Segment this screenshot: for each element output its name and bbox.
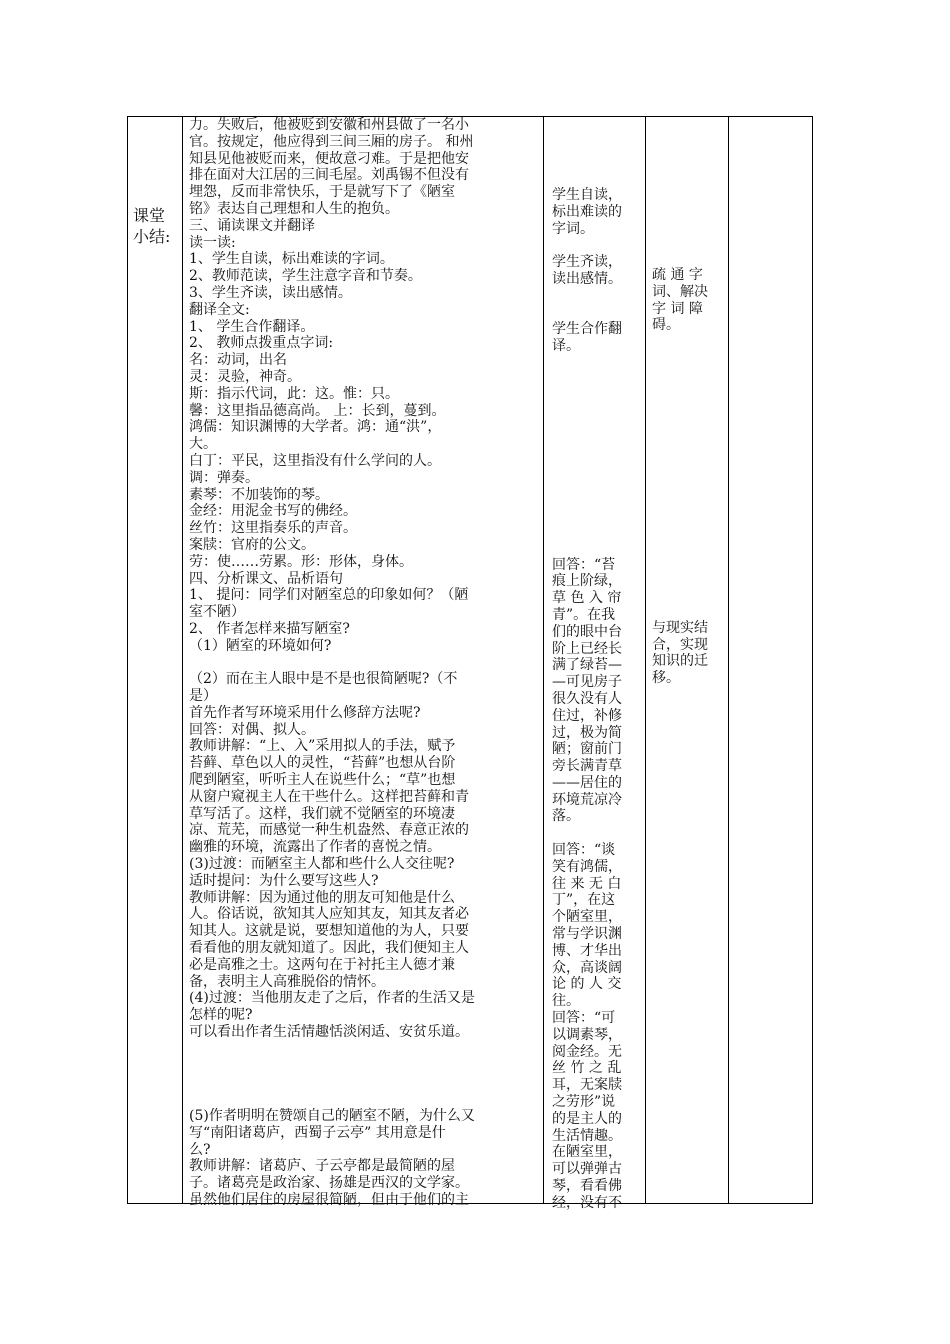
- student-activity-line: [552, 456, 638, 473]
- content-line: 从窗户窥视主人在干些什么。这样把苔藓和青: [189, 788, 469, 805]
- content-line: 教师讲解：“上、入”采用拟人的手法，赋予: [189, 738, 456, 755]
- content-line: 力。失败后，他被贬到安徽和州县做了一名小: [189, 117, 469, 133]
- content-line: 么?: [189, 1141, 211, 1158]
- content-line: 必是高雅之士。这两句在于衬托主人德才兼: [189, 956, 455, 973]
- student-activity-line: [552, 288, 638, 305]
- student-activity-line: 陋；窗前门: [552, 741, 622, 758]
- student-activity-line: [552, 489, 638, 506]
- content-line: 名：动词，出名: [189, 352, 287, 369]
- design-intent-line: 知识的迁: [652, 653, 708, 670]
- student-activity-line: [552, 825, 638, 842]
- student-activity-line: 丝 竹 之 乱: [552, 1060, 622, 1077]
- student-activity-line: 旁长满青草: [552, 758, 622, 775]
- content-line: 读一读:: [189, 234, 236, 251]
- student-activity-line: 们的眼中台: [552, 623, 622, 640]
- content-line: 可以看出作者生活情趣恬淡闲适、安贫乐道。: [189, 1024, 469, 1041]
- student-activity-line: [552, 439, 638, 456]
- content-line: 白丁：平民，这里指没有什么学问的人。: [189, 452, 441, 469]
- content-line: 三、诵读课文并翻译: [189, 217, 315, 234]
- student-activity-line: 青”。在我: [552, 606, 616, 623]
- content-line: 虽然他们居住的房屋很简陋，但由于他们的主: [189, 1192, 469, 1208]
- student-activity-line: [552, 237, 638, 254]
- student-activity-line: 阅金经。无: [552, 1043, 622, 1060]
- student-activity-line: [552, 355, 638, 372]
- design-intent-line: [652, 519, 728, 536]
- content-line: (4)过渡：当他朋友走了之后，作者的生活又是: [189, 990, 475, 1007]
- table-border-left: [127, 116, 128, 1204]
- content-line: 埋怨，反而非常快乐，于是就写下了《陋室: [189, 184, 455, 201]
- design-intent-line: [652, 385, 728, 402]
- student-activity-line: 的是主人的: [552, 1110, 622, 1127]
- content-line: 1、学生自读，标出难读的字词。: [189, 251, 394, 268]
- column-divider-1: [182, 116, 183, 1204]
- content-line: 适时提问：为什么要写这些人?: [189, 872, 379, 889]
- student-activity-line: 往 来 无 白: [552, 875, 622, 892]
- student-activity-line: 个陋室里，: [552, 909, 622, 926]
- student-activity-line: 满了绿苔—: [552, 657, 622, 674]
- student-activity-line: 在陋室里，: [552, 1144, 622, 1161]
- content-line: 馨：这里指品德高尚。 上：长到，蔓到。: [189, 402, 446, 419]
- student-activity-line: [552, 523, 638, 540]
- student-activity-line: 读出感情。: [552, 270, 622, 287]
- student-activity-line: 痕上阶绿，: [552, 573, 622, 590]
- content-line: [189, 1041, 537, 1058]
- design-intent-line: 疏 通 字: [652, 267, 703, 283]
- content-line: 爬到陋室，听听主人在说些什么；“草”也想: [189, 772, 456, 789]
- content-line: （2）而在主人眼中是不是也很简陋呢?（不: [189, 671, 458, 688]
- student-activity-line: 环境荒凉冷: [552, 791, 622, 808]
- content-line: 案牍：官府的公文。: [189, 536, 315, 553]
- content-line: 大。: [189, 436, 217, 453]
- content-line: 铭》表达自己理想和人生的抱负。: [189, 200, 399, 217]
- student-activity-line: [552, 372, 638, 389]
- label-line: 课堂: [133, 206, 166, 225]
- content-line: 教师讲解：因为通过他的朋友可知他是什么: [189, 889, 455, 906]
- student-activity-line: 草 色 入 帘: [552, 590, 622, 607]
- design-intent-line: 字 词 障: [652, 300, 703, 317]
- content-line: 丝竹：这里指奏乐的声音。: [189, 520, 357, 537]
- content-line: 人。俗话说，欲知其人应知其友，知其友者必: [189, 906, 469, 923]
- student-activity-line: 回答：“可: [552, 1010, 616, 1027]
- student-activity-line: 住过，补修: [552, 707, 622, 724]
- content-line: （1）陋室的环境如何?: [189, 637, 332, 654]
- content-line: 草写活了。这样，我们就不觉陋室的环境凄: [189, 805, 455, 822]
- content-line: 子。诸葛亮是政治家、扬雄是西汉的文学家。: [189, 1175, 469, 1192]
- content-line: [189, 1074, 537, 1091]
- student-activity-line: —可见房子: [552, 674, 622, 691]
- student-activity-line: 经，没有不: [552, 1194, 622, 1211]
- content-line: 看看他的朋友就知道了。因此，我们便知主人: [189, 940, 469, 957]
- design-intent-line: [652, 553, 728, 570]
- student-activity-line: 很久没有人: [552, 690, 622, 707]
- student-activity-line: 以调素琴，: [552, 1026, 622, 1043]
- student-activity-line: 学生自读，: [552, 187, 622, 203]
- design-intent-line: [652, 368, 728, 385]
- student-activity-line: [552, 422, 638, 439]
- content-line: 2、 教师点拨重点字词:: [189, 335, 334, 352]
- content-line: 备，表明主人高雅脱俗的情怀。: [189, 973, 385, 990]
- content-line: 3、学生齐读，读出感情。: [189, 284, 352, 301]
- content-line: (5)作者明明在赞颂自己的陋室不陋，为什么又: [189, 1108, 475, 1125]
- content-line: 知其人。这就是说，要想知道他的为人，只要: [189, 923, 469, 940]
- content-line: 金经：用泥金书写的佛经。: [189, 503, 357, 520]
- design-intent-line: [652, 569, 728, 586]
- student-activity-line: 阶上已经长: [552, 640, 622, 657]
- student-activity-line: 回答：“苔: [552, 556, 616, 573]
- student-activity-line: 丁”，在这: [552, 892, 616, 909]
- student-activity-line: [552, 540, 638, 557]
- student-activity-line: 琴，看看佛: [552, 1178, 622, 1195]
- content-line: 幽雅的环境，流露出了作者的喜悦之情。: [189, 839, 441, 856]
- design-intent-line: [652, 536, 728, 553]
- student-activity-line: 笑有鸿儒，: [552, 858, 622, 875]
- student-activity-line: [552, 405, 638, 422]
- content-line: 2、教师范读，学生注意字音和节奏。: [189, 268, 422, 285]
- column-divider-2: [543, 116, 544, 1204]
- design-intent-line: 移。: [652, 670, 680, 687]
- label-column: [133, 205, 175, 247]
- content-line: 2、 作者怎样来描写陋室?: [189, 620, 350, 637]
- student-activity-line: 耳，无案牍: [552, 1077, 622, 1094]
- design-intent-line: 合，实现: [652, 636, 708, 653]
- student-activity-column: [552, 187, 638, 1212]
- student-activity-line: 生活情趣。: [552, 1127, 622, 1144]
- student-activity-line: 标出难读的: [552, 203, 622, 220]
- content-line: 写“南阳诸葛庐，西蜀子云亭” 其用意是什: [189, 1124, 446, 1141]
- design-intent-line: [652, 401, 728, 418]
- content-line: 1、 提问：同学们对陋室总的印象如何？（陋: [189, 587, 469, 604]
- content-line: [189, 655, 537, 672]
- content-line: 素琴：不加装饰的琴。: [189, 486, 329, 503]
- content-line: [189, 1091, 537, 1108]
- content-line: 教师讲解：诸葛庐、子云亭都是最简陋的屋: [189, 1158, 455, 1175]
- table-border-right: [812, 116, 813, 1204]
- design-intent-line: [652, 469, 728, 486]
- student-activity-line: 之劳形”说: [552, 1094, 616, 1111]
- student-activity-line: 众，高谈阔: [552, 959, 622, 976]
- design-intent-line: [652, 351, 728, 368]
- label-line: 小结:: [133, 227, 171, 246]
- design-intent-line: 词、解决: [652, 283, 708, 300]
- design-intent-line: [652, 452, 728, 469]
- column-divider-4: [728, 116, 729, 1204]
- student-activity-line: 落。: [552, 808, 580, 825]
- content-line: 劳：使……劳累。形：形体，身体。: [189, 553, 413, 570]
- content-line: 室不陋）: [189, 604, 245, 621]
- design-intent-line: [652, 485, 728, 502]
- content-line: 翻译全文:: [189, 301, 250, 318]
- content-line: 灵：灵验，神奇。: [189, 368, 301, 385]
- student-activity-line: 学生合作翻: [552, 321, 622, 338]
- student-activity-line: 论 的 人 交: [552, 976, 622, 993]
- design-intent-column: [652, 267, 728, 687]
- content-line: 怎样的呢?: [189, 1007, 253, 1024]
- student-activity-line: 往。: [552, 993, 580, 1010]
- student-activity-line: 可以弹弹古: [552, 1161, 622, 1178]
- student-activity-line: 常与学识渊: [552, 926, 622, 943]
- content-line: 是）: [189, 688, 217, 705]
- content-line: 调：弹奏。: [189, 469, 259, 486]
- content-line: 回答：对偶、拟人。: [189, 721, 315, 738]
- content-line: 苔藓、草色以人的灵性，“苔藓”也想从台阶: [189, 755, 456, 772]
- design-intent-line: [652, 603, 728, 620]
- student-activity-line: [552, 506, 638, 523]
- teaching-content-column: [189, 117, 537, 1209]
- content-line: 1、 学生合作翻译。: [189, 318, 315, 335]
- student-activity-line: ——居住的: [552, 774, 622, 791]
- design-intent-line: 与现实结: [652, 619, 708, 636]
- student-activity-line: [552, 473, 638, 490]
- design-intent-line: [652, 586, 728, 603]
- content-line: 排在面对大江居的三间毛屋。刘禹锡不但没有: [189, 167, 469, 184]
- design-intent-line: [652, 334, 728, 351]
- content-line: (3)过渡：而陋室主人都和些什么人交往呢?: [189, 856, 455, 873]
- design-intent-line: [652, 435, 728, 452]
- student-activity-line: [552, 305, 638, 322]
- content-line: 鸿儒：知识渊博的大学者。鸿：通“洪”，: [189, 419, 442, 436]
- student-activity-line: [552, 389, 638, 406]
- column-divider-3: [645, 116, 646, 1204]
- content-line: 官。按规定，他应得到三间三厢的房子。 和州: [189, 133, 474, 150]
- content-line: 凉、荒芜，而感觉一种生机盎然、春意正浓的: [189, 822, 469, 839]
- design-intent-line: [652, 418, 728, 435]
- design-intent-line: 碍。: [652, 317, 680, 334]
- student-activity-line: 字词。: [552, 220, 594, 237]
- content-line: 斯：指示代词，此：这。惟：只。: [189, 385, 399, 402]
- content-line: 首先作者写环境采用什么修辞方法呢?: [189, 704, 421, 721]
- student-activity-line: 过，极为简: [552, 724, 622, 741]
- design-intent-line: [652, 502, 728, 519]
- student-activity-line: 学生齐读，: [552, 254, 622, 271]
- student-activity-line: 回答：“谈: [552, 842, 616, 859]
- content-line: [189, 1058, 537, 1075]
- content-line: 四、分析课文、品析语句: [189, 570, 343, 587]
- student-activity-line: 译。: [552, 338, 580, 355]
- content-line: 知县见他被贬而来，便故意刁难。于是把他安: [189, 150, 469, 167]
- student-activity-line: 博、才华出: [552, 942, 622, 959]
